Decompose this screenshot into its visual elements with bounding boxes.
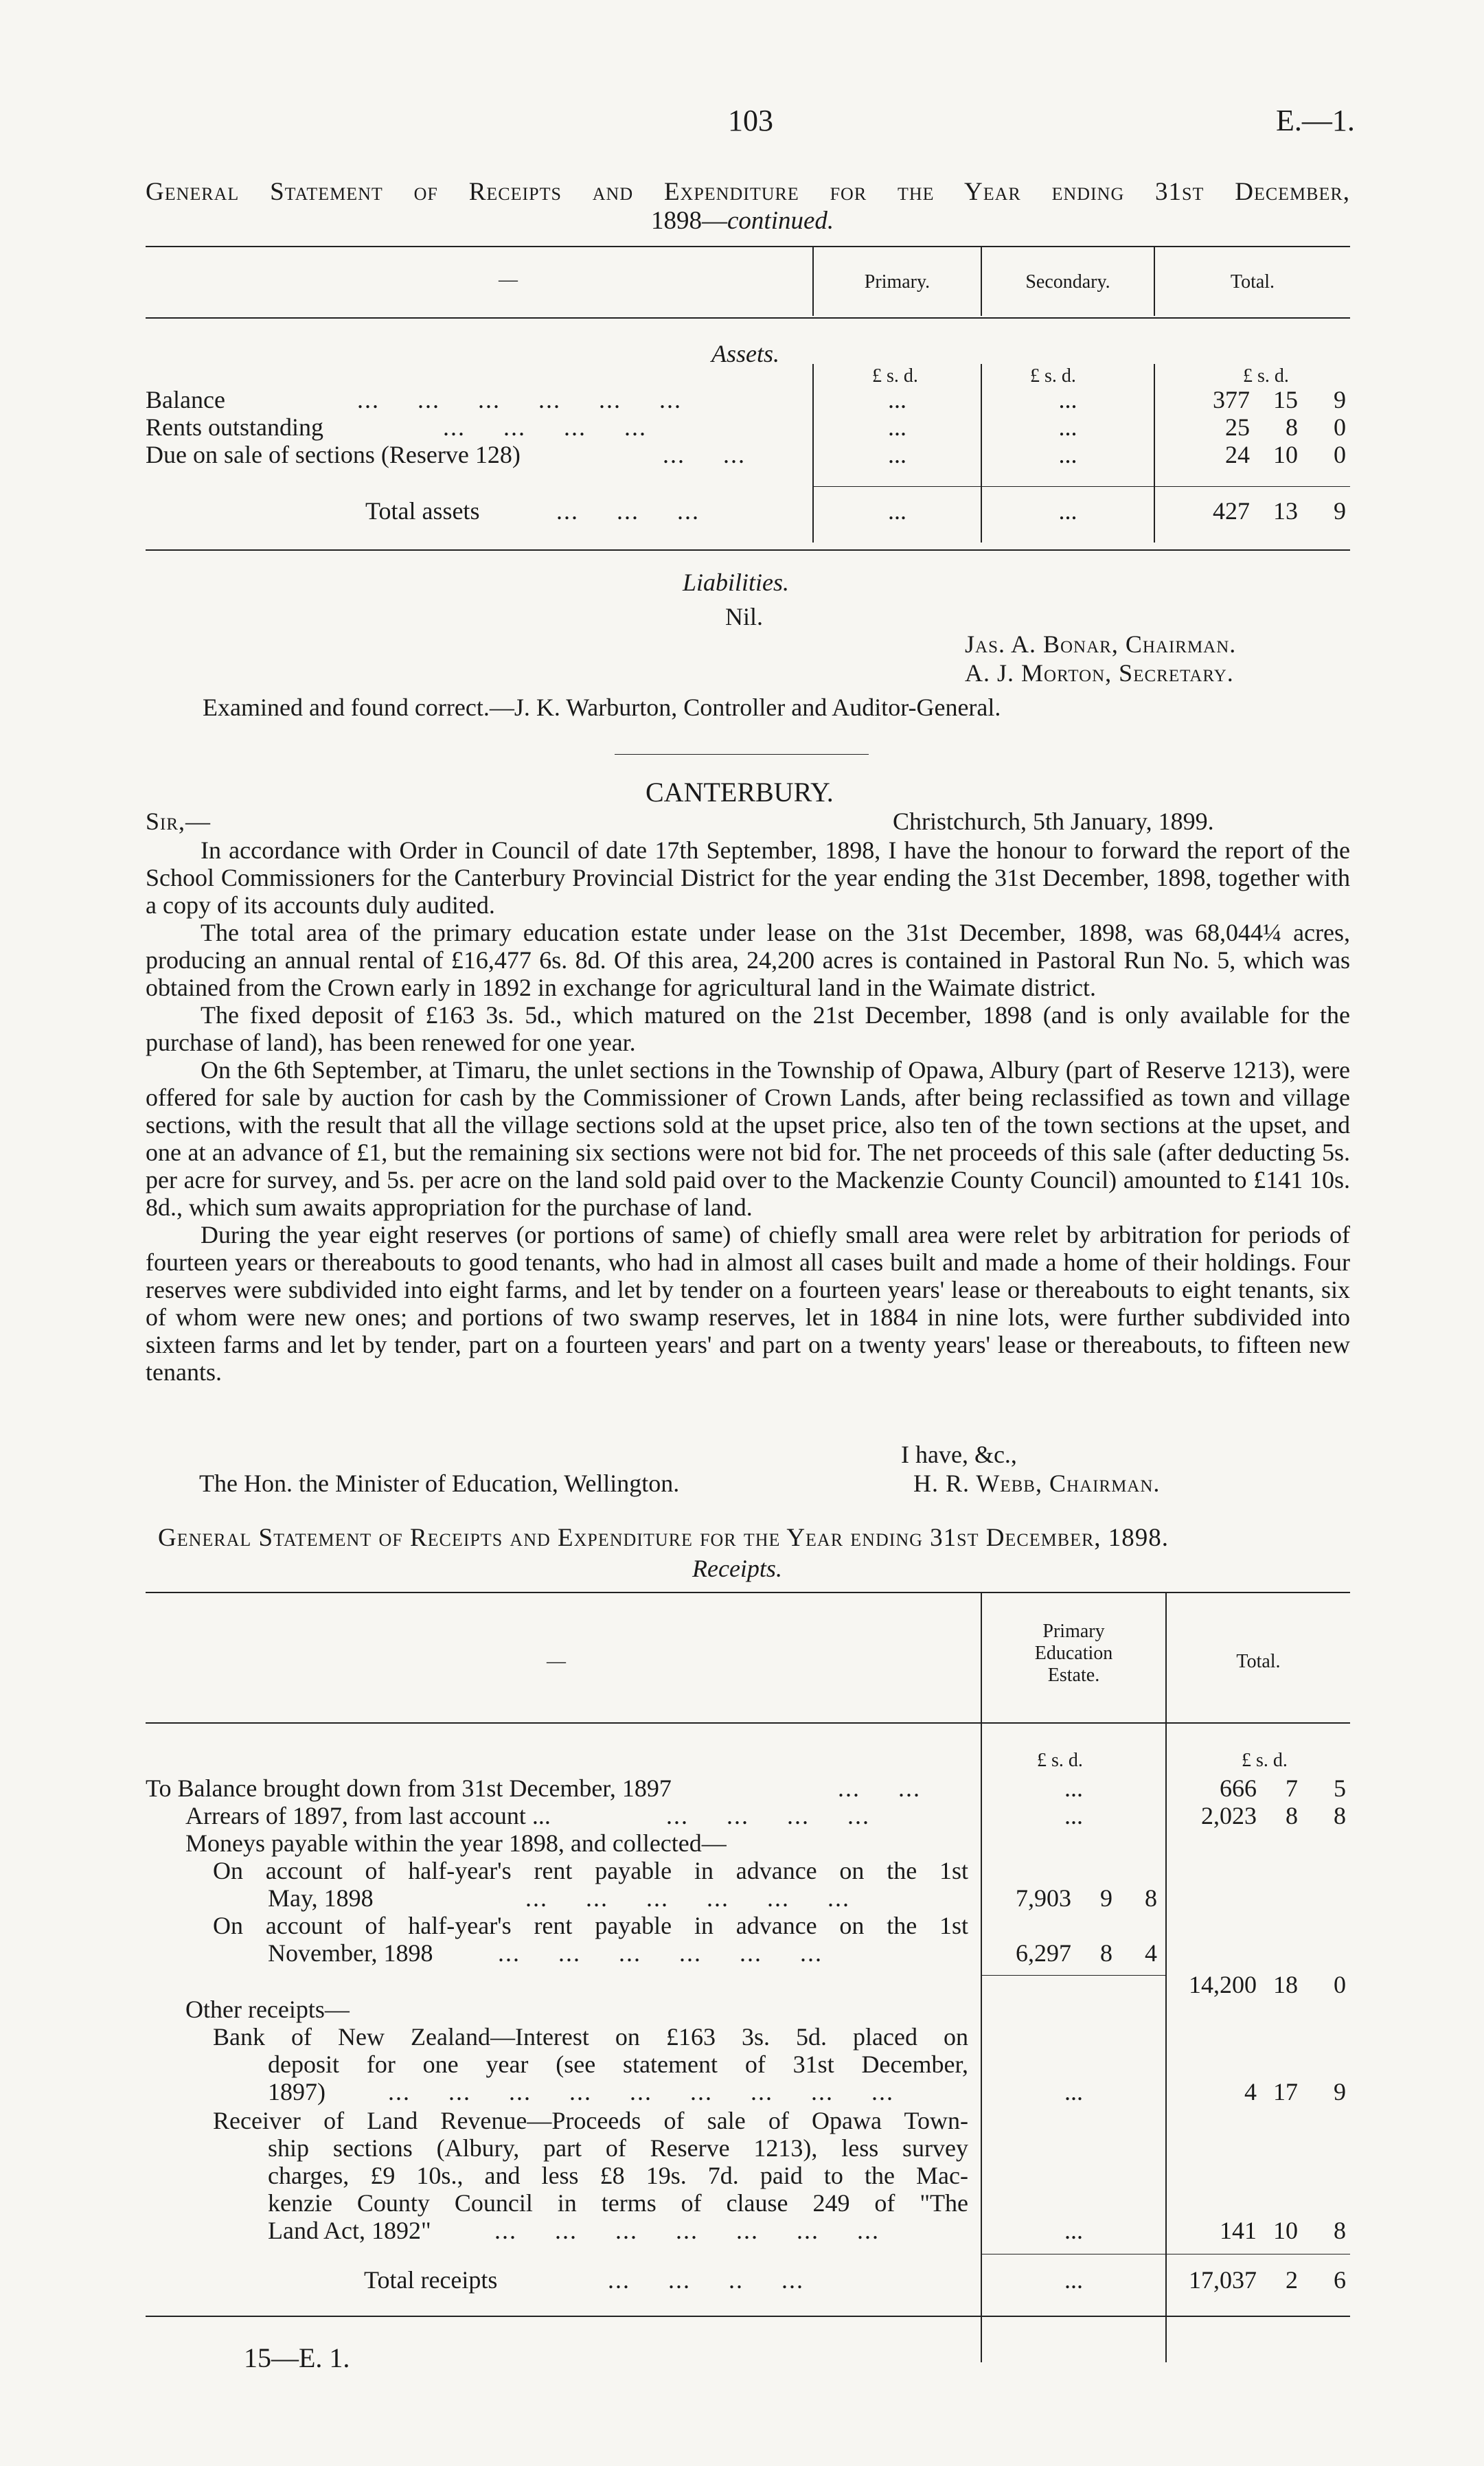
leader-dots: ... ...: [838, 1774, 921, 1802]
section-divider: [615, 754, 869, 755]
primary-value: ...: [888, 413, 906, 441]
table1-header-rule: [146, 317, 1350, 319]
total-pence: 0: [1334, 1971, 1346, 1998]
total-shillings: 17: [1273, 2078, 1298, 2105]
row-label: Land Act, 1892": [268, 2217, 431, 2244]
page-number: 103: [728, 104, 773, 137]
salutation: Sir,—: [146, 808, 212, 835]
table1-bottom-rule: [146, 549, 1350, 551]
signature-chairman: Jas. A. Bonar, Chairman.: [965, 630, 1237, 658]
letter-paragraph: In accordance with Order in Council of date 17th September, 1898, I have the honour to forward the report of the School Commissioners for the Canterbury Provincial District for the year ending the 31st December, 1898, together with a copy of its accounts duly audited.: [146, 836, 1350, 919]
total-shillings: 18: [1273, 1971, 1298, 1998]
row-label: ship sections (Albury, part of Reserve 1213), less survey: [268, 2134, 968, 2162]
assets-heading: Assets.: [711, 340, 779, 367]
primary-units: £ s. d.: [872, 365, 918, 387]
letter-paragraph: On the 6th September, at Timaru, the unlet sections in the Township of Opawa, Albury (part of Reserve 1213), were offered for sale by auction for cash by the Commissioner of Crown Lands, after being reclassified as town and village sections, with the result that all the village sections sold at the upset price, also ten of the town sections at the upset, and one at an advance of £1, but the remaining six sections were not bid for. The net proceeds of this sale (after deducting 5s. per acre for survey, and 5s. per acre on the land sold paid over to the Mackenzie County Council) amounted to £141 10s. 8d., which sum awaits appropriation for the purchase of land.: [146, 1056, 1350, 1221]
primary-value: ...: [1064, 2217, 1083, 2244]
row-label: kenzie County Council in terms of clause 249 of "The: [268, 2189, 968, 2217]
total-shillings: 10: [1273, 2217, 1298, 2244]
total-units: £ s. d.: [1243, 365, 1289, 387]
series-code: E.—1.: [1276, 104, 1355, 137]
total-pounds: 427: [1213, 497, 1250, 525]
row-label: Arrears of 1897, from last account ...: [185, 1802, 551, 1829]
secondary-value: ...: [1058, 386, 1077, 413]
table2-total-header: Total.: [1236, 1651, 1281, 1672]
total-label: Total receipts: [364, 2266, 498, 2294]
leader-dots: ... ... ... ...: [666, 1802, 870, 1829]
total-pence: 5: [1334, 1774, 1346, 1802]
row-label: Rents outstanding: [146, 413, 323, 441]
liabilities-heading: Liabilities.: [683, 569, 790, 596]
auditor-note: Examined and found correct.—J. K. Warburton, Controller and Auditor-General.: [203, 694, 1001, 721]
primary-pounds: 6,297: [1016, 1939, 1071, 1967]
total-pence: 8: [1334, 1802, 1346, 1829]
total-pounds: 377: [1213, 386, 1250, 413]
statement1-title-line2: 1898—continued.: [651, 207, 834, 235]
statement2-subtitle: Receipts.: [692, 1555, 782, 1582]
total-units: £ s. d.: [1242, 1750, 1288, 1771]
leader-dots: ... ... ... ... ... ...: [498, 1939, 823, 1967]
leader-dots: ... ... ... ...: [443, 413, 647, 441]
primary-shillings: 8: [1100, 1939, 1112, 1967]
addressee: The Hon. the Minister of Education, Wellington.: [199, 1470, 680, 1497]
statement2-title: General Statement of Receipts and Expenditure for the Year ending 31st December, 1898.: [158, 1524, 1169, 1552]
table2-top-rule: [146, 1592, 1350, 1593]
leader-dots: ... ...: [663, 441, 746, 468]
leader-dots: ... ... .. ...: [608, 2266, 804, 2294]
total-pounds: 25: [1225, 413, 1250, 441]
primary-value: ...: [1064, 1802, 1083, 1829]
primary-shillings: 9: [1100, 1884, 1112, 1912]
primary-pence: 4: [1145, 1939, 1157, 1967]
letter-body: [146, 836, 1350, 1386]
letter-paragraph: The fixed deposit of £163 3s. 5d., which matured on the 21st December, 1898 (and is only available for the purchase of land), has been renewed for one year.: [146, 1001, 1350, 1056]
primary-value: ...: [1064, 2266, 1083, 2294]
subtotal-rule: [982, 1975, 1165, 1976]
row-label: Balance: [146, 386, 225, 413]
primary-units: £ s. d.: [1037, 1750, 1083, 1771]
table1-top-rule: [146, 246, 1350, 247]
total-pounds: 17,037: [1189, 2266, 1257, 2294]
total-pence: 0: [1334, 413, 1346, 441]
total-shillings: 8: [1286, 1802, 1298, 1829]
total-label: Total assets: [365, 497, 480, 525]
primary-value: ...: [1064, 2078, 1083, 2105]
leader-dots: ... ... ... ... ... ...: [525, 1884, 850, 1912]
total-shillings: 13: [1273, 497, 1298, 525]
row-label: charges, £9 10s., and less £8 19s. 7d. paid to the Mac-: [268, 2162, 968, 2189]
row-label: Other receipts—: [185, 1996, 350, 2023]
primary-value: ...: [888, 497, 906, 525]
row-label: Bank of New Zealand—Interest on £163 3s. 5d. placed on: [213, 2023, 968, 2051]
table2-col-divider: [1165, 1593, 1167, 2362]
row-label: On account of half-year's rent payable in advance on the 1st: [213, 1857, 968, 1884]
total-pence: 9: [1334, 497, 1346, 525]
leader-dots: ... ... ... ... ... ...: [357, 386, 682, 413]
row-label: On account of half-year's rent payable in advance on the 1st: [213, 1912, 968, 1939]
total-pence: 9: [1334, 2078, 1346, 2105]
total-pounds: 4: [1244, 2078, 1257, 2105]
total-pence: 8: [1334, 2217, 1346, 2244]
table2-header-rule: [146, 1722, 1350, 1724]
statement1-title-line1: General Statement of Receipts and Expenditure for the Year ending 31st December,: [146, 178, 1350, 206]
total-pounds: 666: [1220, 1774, 1257, 1802]
liabilities-value: Nil.: [725, 603, 764, 630]
primary-value: ...: [888, 441, 906, 468]
total-shillings: 8: [1286, 413, 1298, 441]
total-shillings: 10: [1273, 441, 1298, 468]
primary-pence: 8: [1145, 1884, 1157, 1912]
total-pounds: 14,200: [1189, 1971, 1257, 1998]
row-label: May, 1898: [268, 1884, 374, 1912]
total-pence: 6: [1334, 2266, 1346, 2294]
secondary-value: ...: [1058, 441, 1077, 468]
letter-paragraph: During the year eight reserves (or portions of same) of chiefly small area were relet by arbitration for periods of fourteen years or thereabouts to good tenants, who had in almost all cases built and made a home of their holdings. Four reserves were subdivided into eight farms, and let by tender on a fourteen years' lease or thereabouts to eight tenants, six of whom were new ones; and portions of two swamp reserves, let in 1884 in nine lots, were further subdivided into sixteen farms and let by tender, part on a fourteen years' and part on a twenty years' lease or thereabouts, to fifteen new tenants.: [146, 1221, 1350, 1386]
section-heading: CANTERBURY.: [646, 777, 834, 808]
row-label: Moneys payable within the year 1898, and collected—: [185, 1829, 727, 1857]
letter-paragraph: The total area of the primary education estate under lease on the 31st December, 1898, was 68,044¼ acres, producing an annual rental of £16,477 6s. 8d. Of this area, 24,200 acres is contained in Pastoral Run No. 5, which was obtained from the Crown early in 1892 in exchange for agricultural land in the Waimate district.: [146, 919, 1350, 1001]
table2-bottom-rule: [146, 2316, 1350, 2317]
page-footer: 15—E. 1.: [244, 2342, 350, 2373]
total-pounds: 2,023: [1201, 1802, 1257, 1829]
row-label: 1897): [268, 2078, 326, 2105]
letter-signature: H. R. Webb, Chairman.: [913, 1470, 1161, 1497]
table1-primary-header: Primary.: [864, 271, 931, 293]
total-shillings: 15: [1273, 386, 1298, 413]
total-pence: 9: [1334, 386, 1346, 413]
leader-dots: ... ... ...: [556, 497, 700, 525]
closing: I have, &c.,: [901, 1441, 1017, 1468]
primary-value: ...: [888, 386, 906, 413]
row-label: Due on sale of sections (Reserve 128): [146, 441, 521, 468]
total-pounds: 24: [1225, 441, 1250, 468]
place-date: Christchurch, 5th January, 1899.: [893, 808, 1214, 835]
table1-secondary-header: Secondary.: [1025, 271, 1110, 293]
row-label: Receiver of Land Revenue—Proceeds of sale of Opawa Town-: [213, 2107, 968, 2134]
total-pounds: 141: [1220, 2217, 1257, 2244]
secondary-units: £ s. d.: [1030, 365, 1076, 387]
table1-blank-header: —: [499, 269, 518, 290]
leader-dots: ... ... ... ... ... ... ...: [494, 2217, 880, 2244]
signature-secretary: A. J. Morton, Secretary.: [965, 659, 1234, 687]
secondary-value: ...: [1058, 497, 1077, 525]
row-label: deposit for one year (see statement of 31st December,: [268, 2051, 968, 2078]
row-label: To Balance brought down from 31st December, 1897: [146, 1774, 672, 1802]
total-shillings: 2: [1286, 2266, 1298, 2294]
total-shillings: 7: [1286, 1774, 1298, 1802]
table1-col-divider: [1154, 364, 1155, 543]
table2-col-divider: [981, 1593, 982, 2362]
table1-total-header: Total.: [1230, 271, 1275, 293]
primary-pounds: 7,903: [1016, 1884, 1071, 1912]
subtotal-rule: [814, 486, 1350, 487]
primary-value: ...: [1064, 1774, 1083, 1802]
table2-blank-header: —: [547, 1651, 566, 1672]
leader-dots: ... ... ... ... ... ... ... ... ...: [388, 2078, 894, 2105]
total-pence: 0: [1334, 441, 1346, 468]
table2-primary-header: Primary Education Estate.: [1034, 1621, 1113, 1686]
secondary-value: ...: [1058, 413, 1077, 441]
row-label: November, 1898: [268, 1939, 433, 1967]
